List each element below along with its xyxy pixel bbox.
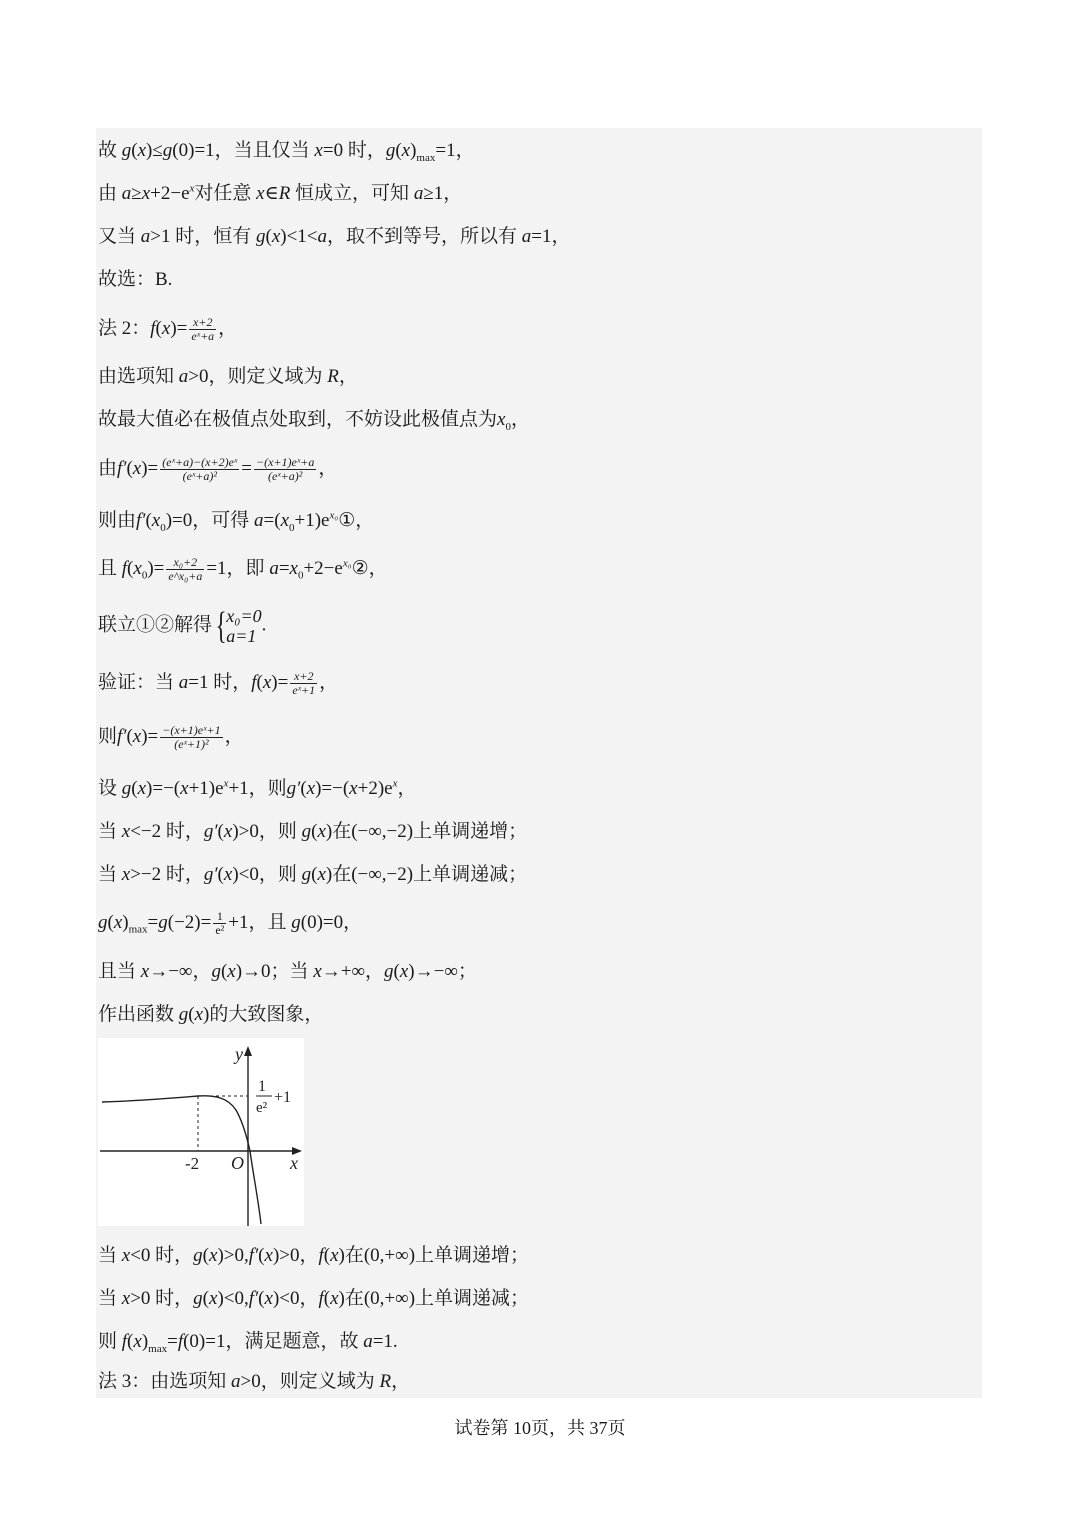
line-9: 则由$f'(x_0)=0$，可得 $a=(x_0+1)e^{x_0}①$， <box>98 509 375 534</box>
x-tick-label: -2 <box>185 1154 200 1173</box>
line-5: 法 2：f(x)= $\frac{x+2}{\text{eˣ+a}}$ ， <box>98 315 238 343</box>
fraction: $\frac{\text{−(x+1)eˣ+1}}{\text{(eˣ+1)²}}$ <box>162 723 221 751</box>
page-footer: 试卷第 10页，共 37页 <box>454 1418 626 1438</box>
line-18: 且当 x→−∞，g(x)→0；当 x→+∞，g(x)→−∞； <box>98 961 477 982</box>
y-axis-arrow-icon <box>244 1046 252 1056</box>
equation-system: x₀=0 a=1 <box>226 606 262 646</box>
fraction: $\frac{\text{−(x+1)eˣ+a}}{\text{(eˣ+a)²}}$ <box>256 455 315 483</box>
line-12: 验证：当 a=1 时，f(x)= $\frac{x+2}{\text{eˣ+1}}$ ， <box>98 669 339 697</box>
line-10: 且 $f(x_0)=$ $\frac{\text{x₀+2}}{\text{e\textasciicircum{}x₀+a}}$ =1，即 $a=x_0+2-e^{x_0}②$， <box>98 555 388 583</box>
line-3: 又当 a>1 时，恒有 g(x)<1<a，取不到等号，所以有 a=1， <box>98 226 571 247</box>
line-6: 由选项知 a>0，则定义域为 R， <box>98 366 358 387</box>
fraction: $\frac{1}{\text{e²}}$ <box>215 909 225 937</box>
line-13: 则f′(x)= $\frac{\text{−(x+1)eˣ+1}}{\text{(eˣ+1)²}}$ ， <box>98 723 244 751</box>
fraction: $\frac{x+2}{\text{eˣ+1}}$ <box>292 669 316 697</box>
line-19: 作出函数 g(x)的大致图象， <box>98 1004 324 1025</box>
x-axis-label: x <box>290 1153 298 1173</box>
y-tick-numerator: 1 <box>258 1078 266 1095</box>
fraction: $\frac{x+2}{\text{eˣ+a}}$ <box>191 315 215 343</box>
fraction: $\frac{\text{(eˣ+a)−(x+2)eˣ}}{\text{(eˣ+a)²}}$ <box>162 455 238 483</box>
y-axis-label: y <box>235 1044 243 1064</box>
function-graph <box>98 1038 304 1226</box>
line-22: 则 $f(x)_{max}=f(0)=1$，满足题意，故 a=1. <box>98 1331 398 1355</box>
line-16: 当 x>−2 时，g′(x)<0，则 g(x)在(−∞,−2)上单调递减； <box>98 864 528 885</box>
line-21: 当 x>0 时，g(x)<0,f′(x)<0，f(x)在(0,+∞)上单调递减； <box>98 1288 530 1309</box>
fraction: $\frac{\text{x₀+2}}{\text{e\textasciicircum{}x₀+a}}$ <box>168 555 203 583</box>
line-1: 故 g(x)≤g(0)=1，当且仅当 x=0 时，$g(x)_{max}=1$， <box>98 140 475 164</box>
y-tick-plus: +1 <box>274 1089 292 1106</box>
line-7: 故最大值必在极值点处取到，不妨设此极值点为$x_0$， <box>98 409 530 433</box>
y-tick-denominator: e² <box>256 1100 268 1116</box>
line-17: $g(x)_{max}=g(-2)=$ $\frac{1}{\text{e²}}$ +1，且 g(0)=0， <box>98 909 363 937</box>
line-23: 法 3：由选项知 a>0，则定义域为 R， <box>98 1371 411 1392</box>
graph-svg <box>98 1038 304 1226</box>
line-4: 故选：B. <box>98 269 173 290</box>
line-8: 由f′(x)= $\frac{\text{(eˣ+a)−(x+2)eˣ}}{\text{(eˣ+a)²}}$ = $\frac{\text{−(x+1)eˣ+a}}{\text{(eˣ+a)²}}$ ， <box>98 455 338 483</box>
origin-label: O <box>231 1153 244 1173</box>
line-20: 当 x<0 时，g(x)>0,f′(x)>0，f(x)在(0,+∞)上单调递增； <box>98 1245 530 1266</box>
line-2: 由 $a\ge x+2-e^x$对任意 x∈R 恒成立，可知 a≥1， <box>98 182 463 204</box>
line-14: 设 $g(x)=-(x+1)e^x+1$，则$g'(x)=-(x+2)e^x$， <box>98 777 417 799</box>
line-11: 联立①②解得{ x₀=0 a=1 . <box>98 605 267 647</box>
line-15: 当 x<−2 时，g′(x)>0，则 g(x)在(−∞,−2)上单调递增； <box>98 821 528 842</box>
